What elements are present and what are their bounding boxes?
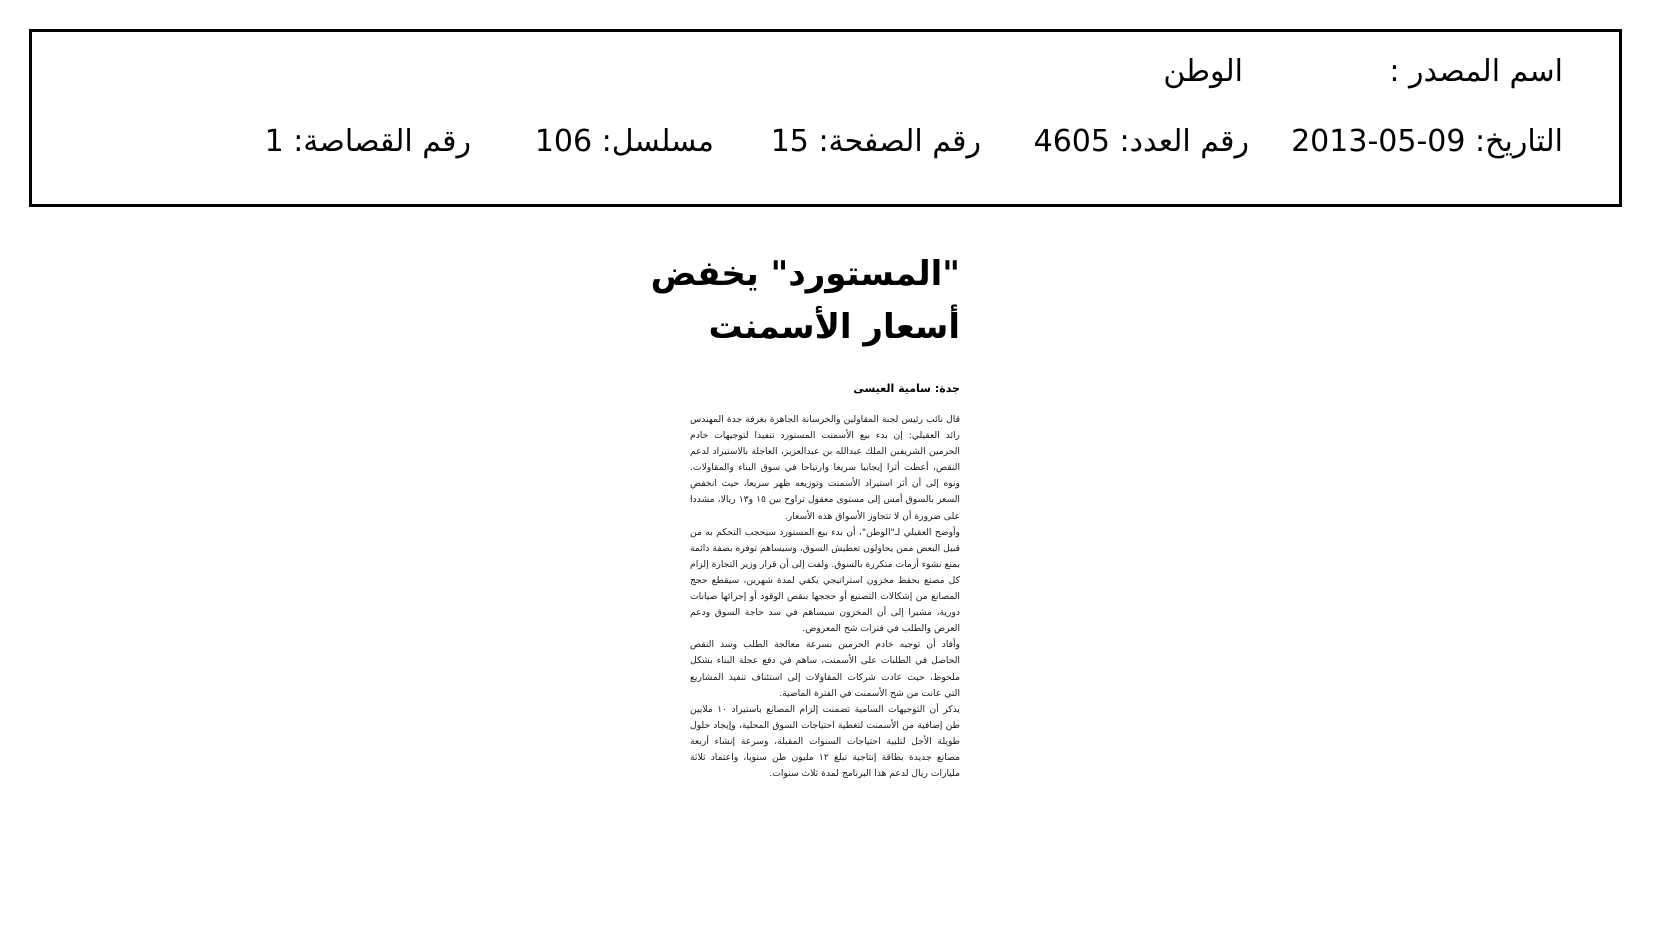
clipping-header-box [29,29,1622,207]
article-body [690,412,960,782]
source-label: اسم المصدر : [1389,54,1563,89]
headline-line-1: "المستورد" يخفض [650,254,960,294]
date-field: التاريخ: 09-05-2013 [1291,124,1563,159]
article-paragraph: وأوضح العقيلي لـ"الوطن"، أن بدء بيع المستورد سيحجب التحكم به من قبيل البعض ممن يحاولون تعطيش السوق، وسيساهم توفره بصفة دائمة بمنع نشوء أزمات متكررة بالسوق. ولفت إلى أن قرار وزير التجارة إلزام كل مصنع بحفظ مخزون استراتيجي يكفي لمدة شهرين، سيقطع حجج المصانع من إشكالات التصنيع أو حججها بنقص الوقود أو إجرائها صيانات دورية، مشيرا إلى أن المخزون سيساهم في سد حاجة السوق ودعم العرض والطلب في فترات شح المعروض. [690,526,960,635]
headline-line-2: أسعار الأسمنت [708,307,960,347]
source-value: الوطن [1163,54,1243,89]
article-paragraph: قال نائب رئيس لجنة المقاولين والخرسانة الجاهزة بغرفة جدة المهندس رائد العقيلي: إن بدء بيع الأسمنت المستورد تنفيذا لتوجيهات خادم الحرمين الشريفين الملك عبدالله بن عبدالعزيز، العاجلة بالاستيراد لدعم النقص، أعطت أثرا إيجابيا سريعا وارتياحا في سوق البناء والمقاولات. ونوه إلى أن أثر استيراد الأسمنت وتوزيعه ظهر سريعا، حيث انخفض السعر بالسوق أمس إلى مستوى معقول تراوح بين ١٥ و١٣ ريالا، مشددا على ضرورة أن لا تتجاوز الأسواق هذه الأسعار. [690,414,960,522]
clip-number-field: رقم القصاصة: 1 [264,124,471,159]
article-paragraph: يذكر أن التوجيهات السامية تضمنت إلزام المصانع باستيراد ١٠ ملايين طن إضافية من الأسمنت لتغطية احتياجات السوق المحلية، وإيجاد حلول طويلة الأجل لتلبية احتياجات السنوات المقبلة، وسرعة إنشاء أربعة مصانع جديدة بطاقة إنتاجية تبلغ ١٢ مليون طن سنويا، واعتماد ثلاثة مليارات ريال لدعم هذا البرنامج لمدة ثلاث سنوات. [690,703,960,780]
page-number-field: رقم الصفحة: 15 [770,124,981,159]
byline: جدة: سامية العيسى [853,382,960,395]
serial-field: مسلسل: 106 [534,124,714,159]
article-paragraph: وأفاد أن توجيه خادم الحرمين بسرعة معالجة الطلب وسد النقص الحاصل في الطلبات على الأسمنت، ساهم في دفع عجلة البناء بشكل ملحوظ، حيث عادت شركات المقاولات إلى استئناف تنفيذ المشاريع التي عانت من شح الأسمنت في الفترة الماضية. [690,639,960,699]
issue-number-field: رقم العدد: 4605 [1033,124,1249,159]
